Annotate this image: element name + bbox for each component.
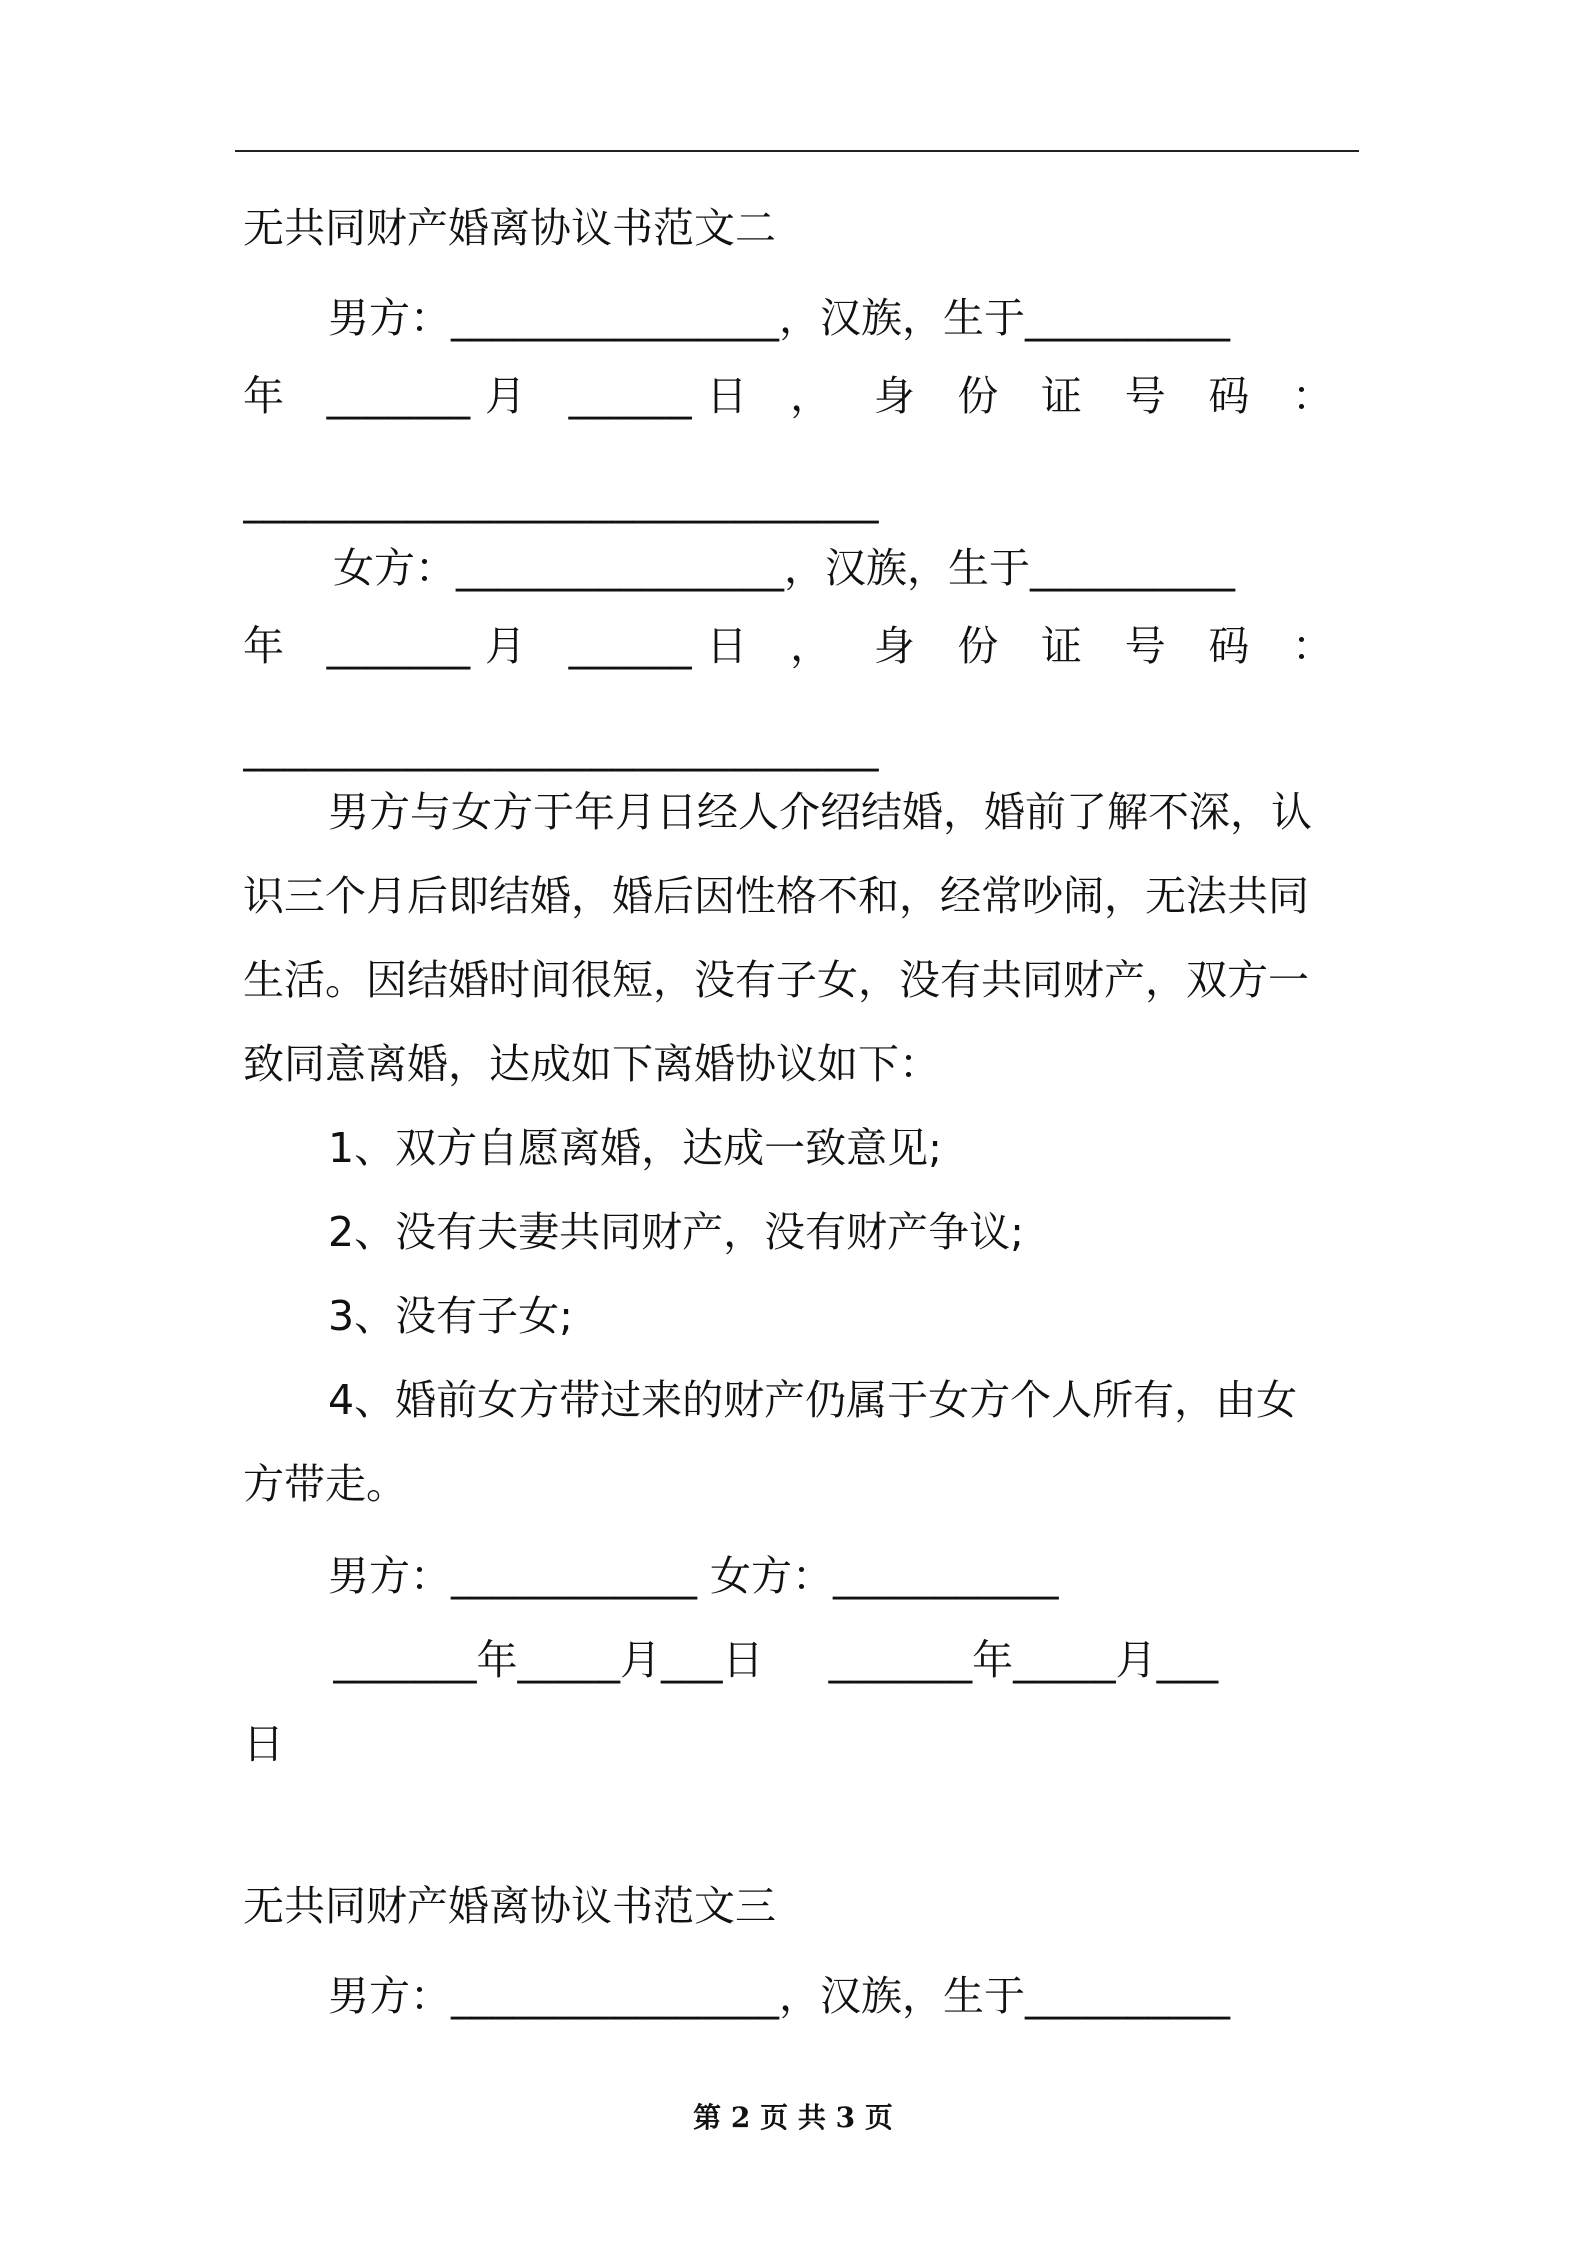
body-line-2: 识三个月后即结婚，婚后因性格不和，经常吵闹，无法共同	[243, 872, 1309, 920]
signature-line: 男方：____________ 女方：___________	[328, 1552, 1059, 1600]
date-line-tail: 日	[243, 1720, 284, 1768]
body-line-1: 男方与女方于年月日经人介绍结婚，婚前了解不深，认	[328, 788, 1312, 836]
female-info-line: 女方：________________，汉族，生于__________	[333, 544, 1235, 592]
male-id-line: _______________________________	[243, 476, 879, 524]
section-three-title: 无共同财产婚离协议书范文三	[243, 1882, 776, 1930]
page-footer: 第 2 页 共 3 页	[693, 2101, 893, 2134]
section-three-male-line: 男方：________________，汉族，生于__________	[328, 1972, 1230, 2020]
item-4-continued: 方带走。	[243, 1460, 407, 1508]
male-birth-line: 年 _______月 ______日 ， 身 份 证 号 码 ：	[243, 372, 1333, 420]
header-rule	[235, 150, 1359, 152]
item-1: 1、双方自愿离婚，达成一致意见;	[328, 1124, 942, 1172]
item-2: 2、没有夫妻共同财产，没有财产争议;	[328, 1208, 1024, 1256]
item-4: 4、婚前女方带过来的财产仍属于女方个人所有，由女	[328, 1376, 1298, 1424]
male-info-line: 男方：________________，汉族，生于__________	[328, 294, 1230, 342]
item-3: 3、没有子女;	[328, 1292, 573, 1340]
female-birth-line: 年 _______月 ______日 ， 身 份 证 号 码 ：	[243, 622, 1333, 670]
body-line-4: 致同意离婚，达成如下离婚协议如下：	[243, 1040, 940, 1088]
body-line-3: 生活。因结婚时间很短，没有子女，没有共同财产，双方一	[243, 956, 1309, 1004]
section-two-title: 无共同财产婚离协议书范文二	[243, 204, 776, 252]
female-id-line: _______________________________	[243, 724, 879, 772]
date-line: _______年_____月___日 _______年_____月___	[333, 1636, 1219, 1684]
